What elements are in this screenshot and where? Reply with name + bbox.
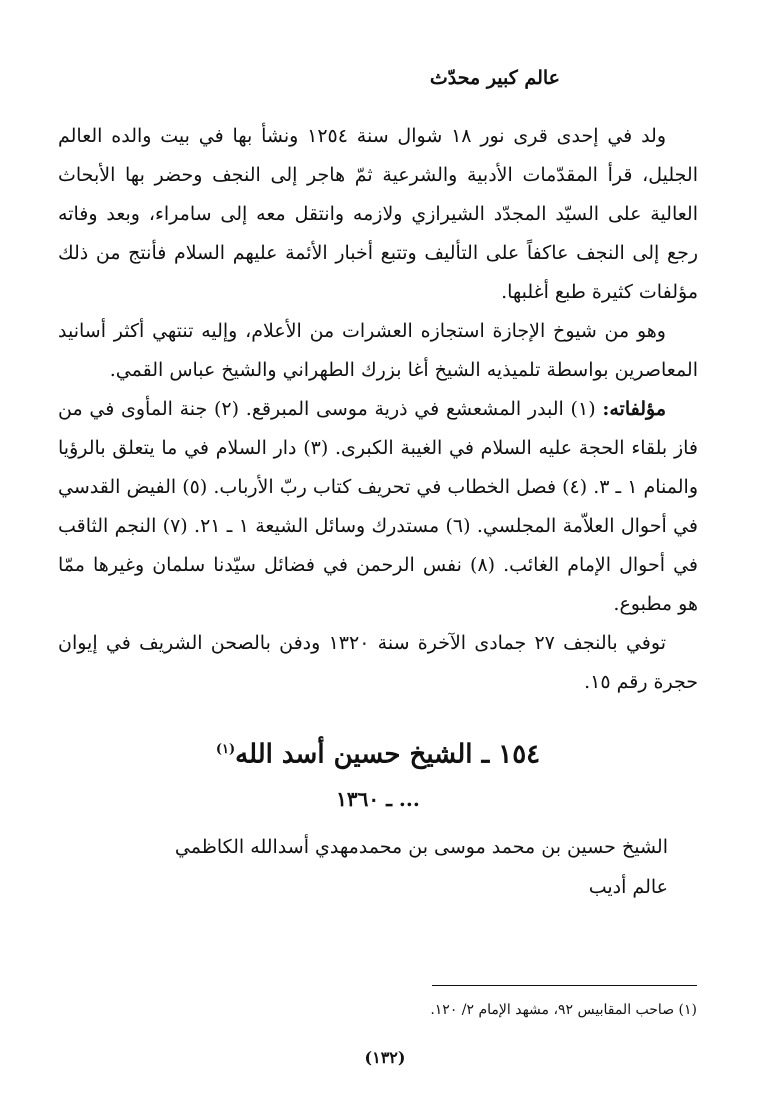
death-paragraph: توفي بالنجف ٢٧ جمادى الآخرة سنة ١٣٢٠ ودفن بالصحن الشريف في إيوان حجرة رقم ١٥. [58,632,698,693]
page-number: (١٣٢) [364,1048,406,1067]
entry-heading [58,730,698,775]
entry-heading-text: ١٥٤ ـ الشيخ حسين أسد الله [235,739,541,770]
entry-description: عالم أديب [588,875,668,898]
entry-dates: ... ـ ١٣٦٠ [336,786,420,811]
works-paragraph [58,390,698,624]
footnote-divider [432,985,697,986]
footnote-reference: (١) [215,742,236,757]
entry-full-name: الشيخ حسين بن محمد موسى بن محمدمهدي أسدالله الكاظمي [174,835,668,858]
works-list: (١) البدر المشعشع في ذرية موسى المبرقع. (٢) جنة المأوى في من فاز بلقاء الحجة عليه السلام في الغيبة الكبرى. (٣) دار السلام في ما يتعلق بالرؤيا والمنام ١ ـ ٣. (٤) فصل الخطاب في تحريف كتاب ربّ الأرباب. (٥) الفيض القدسي في أحوال العلاّمة المجلسي. (٦) مستدرك وسائل الشيعة ١ ـ ٢١. (٧) النجم الثاقب في أحوال الإمام الغائب. (٨) نفس الرحمن في فضائل سيّدنا سلمان وغيرها ممّا هو مطبوع. [58,398,699,615]
biography-paragraph-1: ولد في إحدى قرى نور ١٨ شوال سنة ١٢٥٤ ونشأ بها في بيت والده العالم الجليل، قرأ المقدّمات الأدبية والشرعية ثمّ هاجر إلى النجف وحضر بها الأبحاث العالية على السيّد المجدّد الشيرازي ولازمه وانتقل معه إلى سامراء، وبعد وفاته رجع إلى النجف عاكفاً على التأليف وتتبع أخبار الأئمة عليهم السلام فأنتج من ذلك مؤلفات كثيرة طبع أغلبها. [58,125,698,303]
page-body [58,40,698,907]
works-label: مؤلفاته: [602,398,667,420]
biography-paragraph-2: وهو من شيوخ الإجازة استجازه العشرات من الأعلام، وإليه تنتهي أكثر أسانيد المعاصرين بواسطة تلميذيه الشيخ أغا بزرك الطهراني والشيخ عباس القمي. [58,320,698,381]
previous-entry-title: عالم كبير محدّث [429,67,560,89]
footnote: (١) صاحب المقابيس ٩٢، مشهد الإمام ٢/ ١٢٠. [430,1002,697,1018]
